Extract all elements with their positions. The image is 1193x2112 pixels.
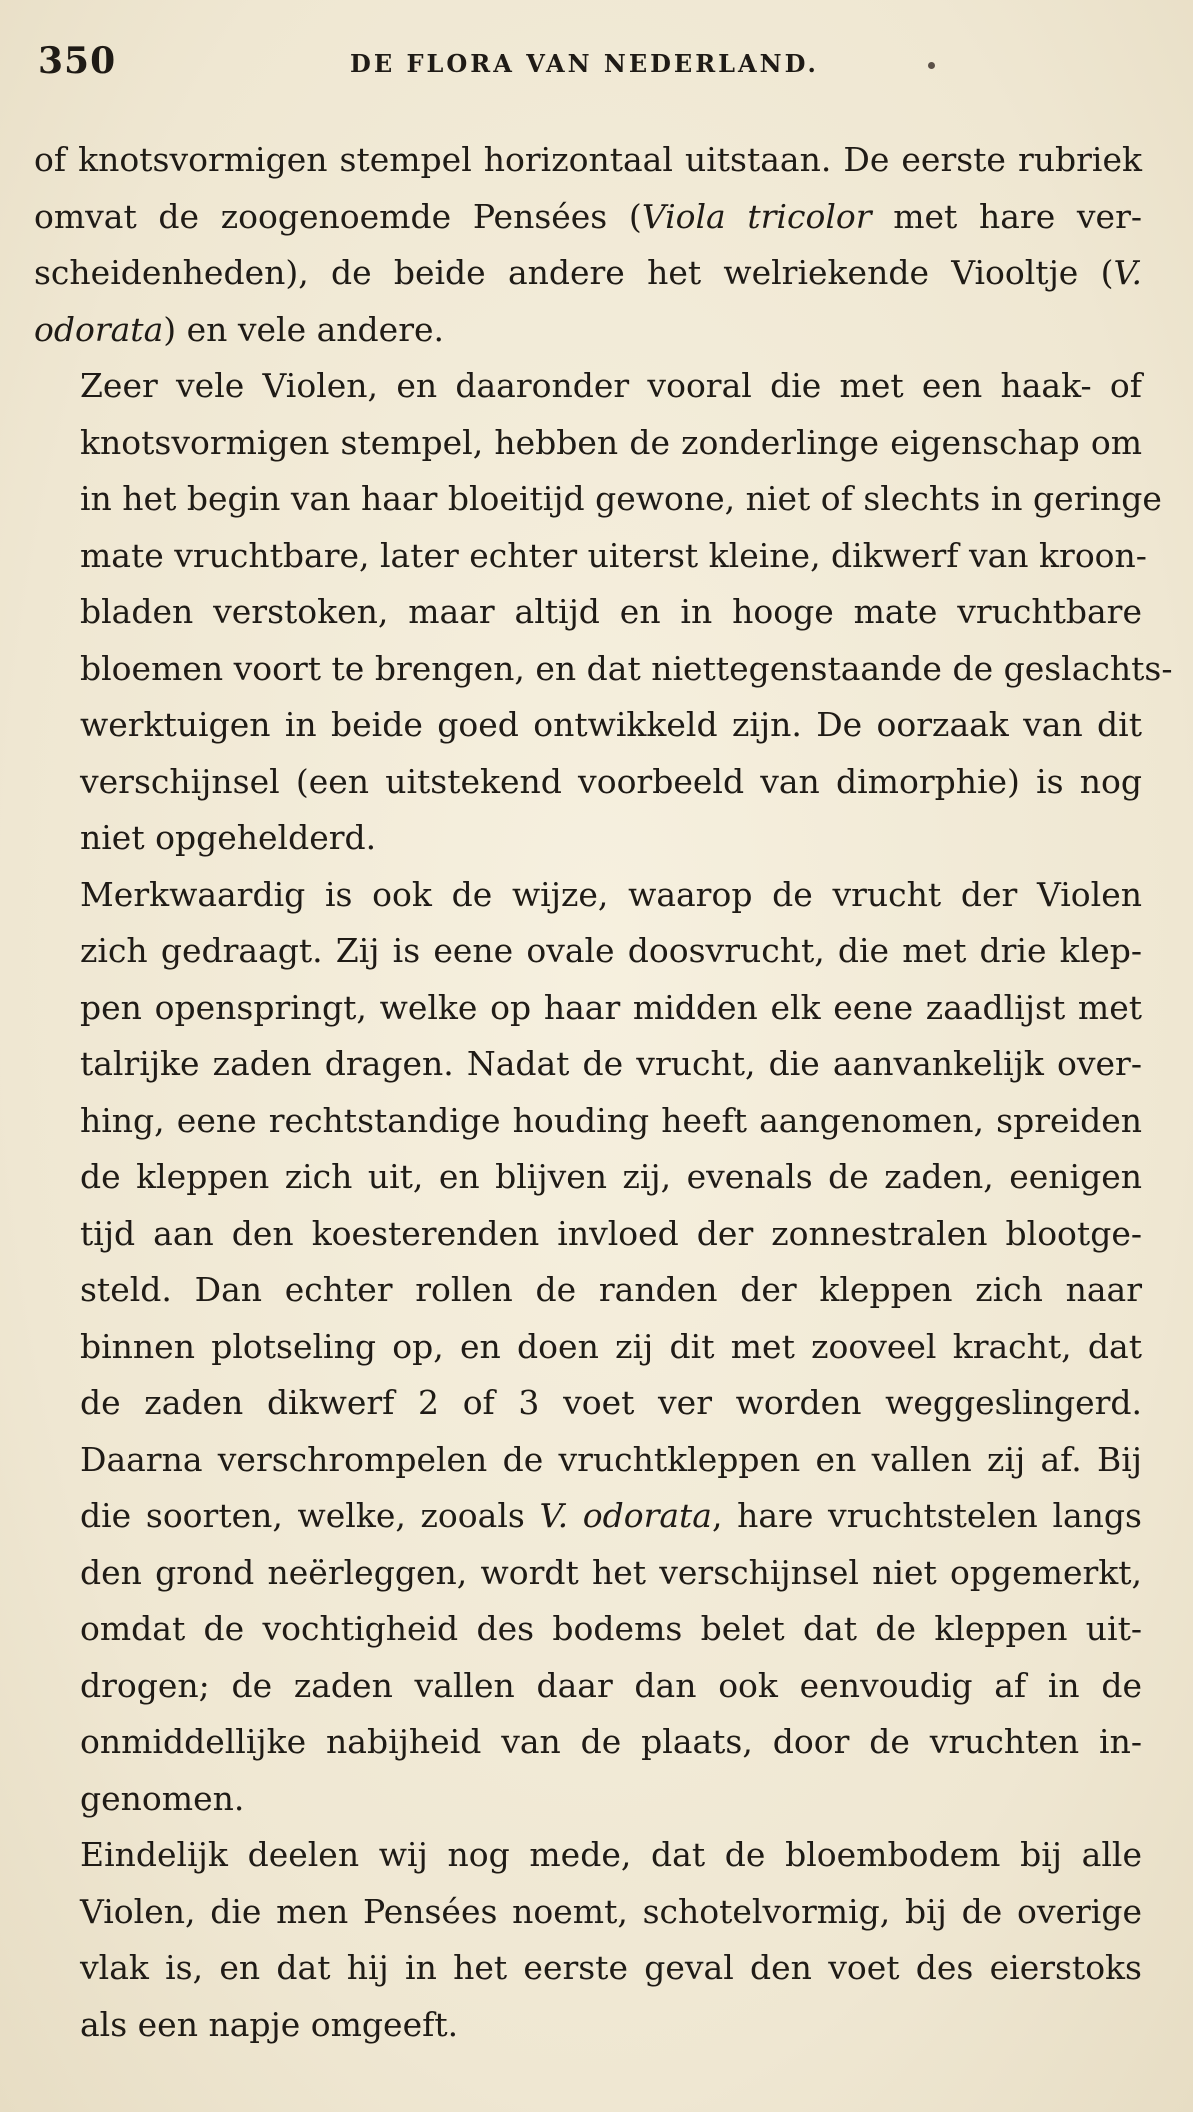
text-line: mate vruchtbare, later echter uiterst kleine, dikwerf van kroon- xyxy=(80,535,1147,575)
text-line: vlak is, en dat hij in het eerste geval den voet des eierstoks xyxy=(80,1948,1142,1987)
text-line: den grond neërleggen, wordt het verschijnsel niet opgemerkt, xyxy=(80,1552,1142,1592)
text-line: Violen, die men Pensées noemt, schotelvormig, bij de overige xyxy=(80,1891,1142,1931)
text-line: die soorten, welke, zooals V. odorata, hare vruchtstelen langs xyxy=(80,1496,1142,1535)
text-line: Merkwaardig is ook de wijze, waarop de vrucht der Violen xyxy=(80,874,1142,914)
text-line: bloemen voort te brengen, en dat niettegenstaande de geslachts- xyxy=(80,648,1173,688)
text-line: Daarna verschrompelen de vruchtkleppen en vallen zij af. Bij xyxy=(80,1439,1142,1479)
page-header xyxy=(38,40,1148,100)
page-number: 350 xyxy=(38,40,117,82)
text-line: pen openspringt, welke op haar midden elk eene zaadlijst met xyxy=(80,987,1142,1027)
text-line: knotsvormigen stempel, hebben de zonderlinge eigenschap om xyxy=(80,422,1142,462)
text-line: zich gedraagt. Zij is eene ovale doosvrucht, die met drie klep- xyxy=(80,931,1142,970)
paragraph-1 xyxy=(34,132,1142,358)
text-line: niet opgehelderd. xyxy=(80,818,377,857)
paragraph-4 xyxy=(34,1827,1142,2053)
text-line: de zaden dikwerf 2 of 3 voet ver worden weggeslingerd. xyxy=(80,1383,1142,1422)
ink-speck xyxy=(928,62,935,69)
text-line: hing, eene rechtstandige houding heeft aangenomen, spreiden xyxy=(80,1100,1142,1140)
text-line: of knotsvormigen stempel horizontaal uitstaan. De eerste rubriek xyxy=(34,140,1142,179)
body-text xyxy=(34,132,1173,2053)
text-line: tijd aan den koesterenden invloed der zonnestralen blootge- xyxy=(80,1213,1142,1253)
text-line: drogen; de zaden vallen daar dan ook eenvoudig af in de xyxy=(80,1665,1142,1705)
text-line: verschijnsel (een uitstekend voorbeeld van dimorphie) is nog xyxy=(80,761,1142,801)
text-line: Zeer vele Violen, en daaronder vooral die met een haak- of xyxy=(80,366,1142,405)
text-line: omdat de vochtigheid des bodems belet dat de kleppen uit- xyxy=(80,1609,1142,1648)
text-line: onmiddellijke nabijheid van de plaats, door de vruchten in- xyxy=(80,1722,1142,1761)
paragraph-2 xyxy=(34,358,1173,867)
text-line: binnen plotseling op, en doen zij dit met zooveel kracht, dat xyxy=(80,1326,1142,1366)
species-name: Viola tricolor xyxy=(641,196,872,236)
text-line: Eindelijk deelen wij nog mede, dat de bloembodem bij alle xyxy=(80,1835,1142,1874)
text-line: genomen. xyxy=(80,1778,245,1818)
text-line: omvat de zoogenoemde Pensées (Viola tricolor met hare ver- xyxy=(34,196,1143,236)
text-line: in het begin van haar bloeitijd gewone, niet of slechts in geringe xyxy=(80,479,1162,518)
species-abbrev: V. xyxy=(1113,253,1142,292)
running-title: DE FLORA VAN NEDERLAND. xyxy=(350,49,819,78)
text-line: talrijke zaden dragen. Nadat de vrucht, die aanvankelijk over- xyxy=(80,1044,1142,1083)
species-name: V. odorata xyxy=(539,1496,712,1535)
text-line: scheidenheden), de beide andere het welriekende Viooltje (V. xyxy=(34,253,1142,292)
text-line: steld. Dan echter rollen de randen der kleppen zich naar xyxy=(80,1270,1142,1309)
text-line: bladen verstoken, maar altijd en in hooge mate vruchtbare xyxy=(80,592,1142,631)
paragraph-3 xyxy=(34,867,1142,1828)
text-line: odorata) en vele andere. xyxy=(34,309,445,349)
text-line: werktuigen in beide goed ontwikkeld zijn. De oorzaak van dit xyxy=(80,705,1142,744)
text-line: als een napje omgeeft. xyxy=(80,2004,459,2044)
species-epithet: odorata xyxy=(34,309,164,349)
text-line: de kleppen zich uit, en blijven zij, evenals de zaden, eenigen xyxy=(80,1157,1142,1196)
